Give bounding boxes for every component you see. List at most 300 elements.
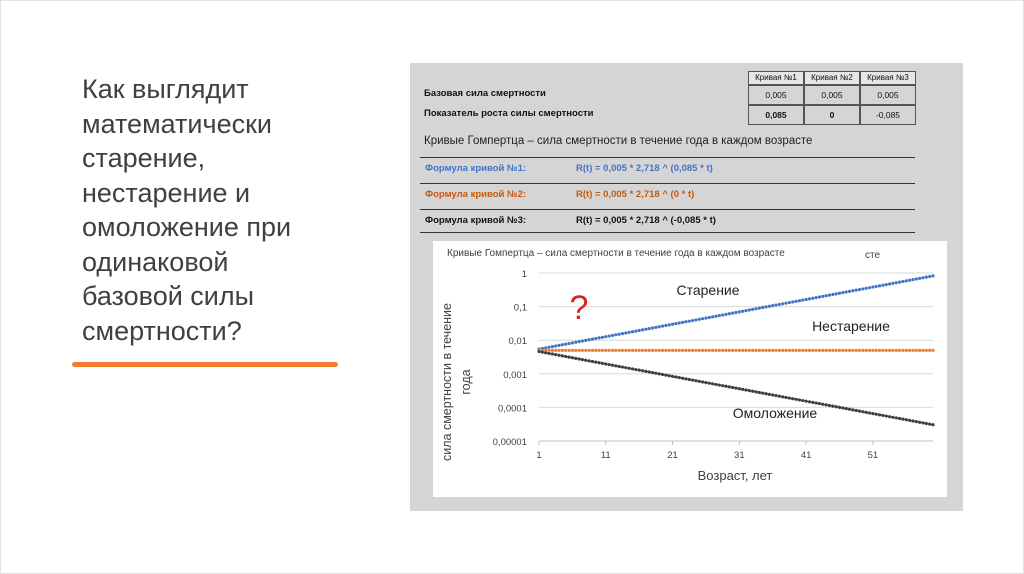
data-point bbox=[634, 349, 637, 352]
data-point bbox=[681, 321, 684, 324]
data-point bbox=[925, 349, 928, 352]
data-point bbox=[841, 406, 844, 409]
data-point bbox=[774, 303, 777, 306]
data-point bbox=[808, 349, 811, 352]
data-point bbox=[731, 312, 734, 315]
data-point bbox=[798, 349, 801, 352]
data-point bbox=[674, 375, 677, 378]
data-point bbox=[731, 349, 734, 352]
data-point bbox=[654, 372, 657, 375]
data-point bbox=[921, 421, 924, 424]
data-point bbox=[608, 334, 611, 337]
data-point bbox=[868, 349, 871, 352]
formula-row-3 bbox=[420, 209, 915, 233]
data-point bbox=[751, 349, 754, 352]
data-point bbox=[895, 416, 898, 419]
data-point bbox=[845, 290, 848, 293]
data-point bbox=[901, 418, 904, 421]
data-point bbox=[751, 308, 754, 311]
data-point bbox=[781, 349, 784, 352]
data-point bbox=[841, 349, 844, 352]
data-point bbox=[875, 285, 878, 288]
data-point bbox=[661, 349, 664, 352]
data-point bbox=[861, 410, 864, 413]
y-tick-label: 0,001 bbox=[503, 369, 527, 381]
data-point bbox=[908, 349, 911, 352]
data-point bbox=[624, 366, 627, 369]
data-point bbox=[768, 349, 771, 352]
data-point bbox=[784, 349, 787, 352]
data-point bbox=[641, 328, 644, 331]
data-point bbox=[587, 349, 590, 352]
data-point bbox=[905, 279, 908, 282]
data-point bbox=[571, 356, 574, 359]
data-point bbox=[875, 349, 878, 352]
data-point bbox=[808, 297, 811, 300]
data-point bbox=[728, 349, 731, 352]
data-point bbox=[848, 408, 851, 411]
data-point bbox=[851, 408, 854, 411]
data-point bbox=[708, 349, 711, 352]
data-point bbox=[631, 349, 634, 352]
data-point bbox=[778, 349, 781, 352]
x-tick-label: 31 bbox=[734, 450, 745, 461]
data-point bbox=[791, 300, 794, 303]
data-point bbox=[688, 378, 691, 381]
data-point bbox=[811, 349, 814, 352]
data-point bbox=[871, 285, 874, 288]
table-cell: 0,005 bbox=[804, 85, 860, 105]
data-point bbox=[694, 379, 697, 382]
data-point bbox=[598, 361, 601, 364]
data-point bbox=[878, 284, 881, 287]
data-point bbox=[865, 287, 868, 290]
data-point bbox=[624, 349, 627, 352]
formula-row-2 bbox=[420, 183, 915, 206]
data-point bbox=[855, 289, 858, 292]
data-point bbox=[878, 413, 881, 416]
data-point bbox=[671, 323, 674, 326]
data-point bbox=[671, 349, 674, 352]
data-point bbox=[838, 292, 841, 295]
data-point bbox=[721, 384, 724, 387]
data-point bbox=[925, 276, 928, 279]
formula-expr: R(t) = 0,005 * 2,718 ^ (0 * t) bbox=[576, 189, 695, 200]
data-point bbox=[661, 373, 664, 376]
data-point bbox=[741, 310, 744, 313]
data-point bbox=[901, 280, 904, 283]
data-point bbox=[701, 380, 704, 383]
data-point bbox=[861, 349, 864, 352]
data-point bbox=[841, 291, 844, 294]
y-tick-label: 0,00001 bbox=[492, 437, 527, 448]
data-point bbox=[614, 364, 617, 367]
data-point bbox=[881, 284, 884, 287]
data-point bbox=[761, 349, 764, 352]
data-point bbox=[634, 329, 637, 332]
data-point bbox=[918, 277, 921, 280]
title-line: омоложение при bbox=[82, 212, 292, 242]
data-point bbox=[644, 370, 647, 373]
data-point bbox=[554, 353, 557, 356]
formula-label: Формула кривой №2: bbox=[425, 189, 527, 200]
data-point bbox=[778, 395, 781, 398]
data-point bbox=[601, 336, 604, 339]
data-point bbox=[728, 312, 731, 315]
data-point bbox=[791, 397, 794, 400]
table-row-base bbox=[420, 85, 920, 105]
formula-expr: R(t) = 0,005 * 2,718 ^ (0,085 * t) bbox=[576, 163, 713, 174]
data-point bbox=[678, 321, 681, 324]
data-point bbox=[931, 423, 934, 426]
data-point bbox=[871, 412, 874, 415]
data-point bbox=[724, 349, 727, 352]
data-point bbox=[888, 349, 891, 352]
data-point bbox=[537, 350, 540, 353]
table-cell: 0 bbox=[804, 105, 860, 125]
data-point bbox=[724, 313, 727, 316]
data-point bbox=[704, 381, 707, 384]
data-point bbox=[587, 359, 590, 362]
row-label: Базовая сила смертности bbox=[424, 88, 546, 99]
data-point bbox=[688, 320, 691, 323]
data-point bbox=[658, 372, 661, 375]
data-point bbox=[848, 349, 851, 352]
data-point bbox=[738, 387, 741, 390]
data-point bbox=[851, 349, 854, 352]
data-point bbox=[547, 352, 550, 355]
data-point bbox=[825, 403, 828, 406]
formula-row-1 bbox=[420, 157, 915, 180]
data-point bbox=[641, 369, 644, 372]
data-point bbox=[658, 349, 661, 352]
data-point bbox=[567, 349, 570, 352]
data-point bbox=[604, 335, 607, 338]
data-point bbox=[811, 401, 814, 404]
data-point bbox=[868, 411, 871, 414]
data-point bbox=[761, 306, 764, 309]
data-point bbox=[828, 294, 831, 297]
data-point bbox=[838, 349, 841, 352]
x-tick-label: 21 bbox=[667, 450, 678, 461]
data-point bbox=[668, 323, 671, 326]
data-point bbox=[674, 322, 677, 325]
data-point bbox=[721, 313, 724, 316]
table-row-growth bbox=[420, 105, 920, 125]
data-point bbox=[818, 295, 821, 298]
data-point bbox=[611, 349, 614, 352]
data-point bbox=[871, 349, 874, 352]
data-point bbox=[921, 276, 924, 279]
data-point bbox=[895, 349, 898, 352]
data-point bbox=[734, 349, 737, 352]
data-point bbox=[557, 349, 560, 352]
y-axis-label-line-1: сила смертности в течение bbox=[440, 303, 454, 461]
data-point bbox=[668, 349, 671, 352]
data-point bbox=[701, 349, 704, 352]
table-cell: 0,005 bbox=[748, 85, 804, 105]
data-point bbox=[691, 319, 694, 322]
data-point bbox=[638, 329, 641, 332]
data-point bbox=[865, 411, 868, 414]
data-point bbox=[788, 301, 791, 304]
data-point bbox=[771, 349, 774, 352]
data-point bbox=[544, 351, 547, 354]
chart-title-fragment: сте bbox=[865, 250, 881, 261]
y-tick-label: 1 bbox=[521, 269, 527, 280]
data-point bbox=[751, 390, 754, 393]
data-point bbox=[758, 307, 761, 310]
data-point bbox=[811, 297, 814, 300]
data-point bbox=[835, 405, 838, 408]
x-tick-labels bbox=[536, 450, 878, 461]
data-point bbox=[768, 305, 771, 308]
data-point bbox=[714, 315, 717, 318]
data-point bbox=[931, 349, 934, 352]
title-line: одинаковой bbox=[82, 246, 229, 277]
title-line: смертности? bbox=[82, 315, 242, 346]
data-point bbox=[878, 349, 881, 352]
table-cell: -0,085 bbox=[860, 105, 916, 125]
data-point bbox=[801, 298, 804, 301]
data-point bbox=[638, 369, 641, 372]
data-point bbox=[784, 302, 787, 305]
data-point bbox=[845, 349, 848, 352]
data-point bbox=[621, 349, 624, 352]
data-point bbox=[805, 349, 808, 352]
data-point bbox=[557, 344, 560, 347]
data-point bbox=[664, 349, 667, 352]
data-point bbox=[678, 376, 681, 379]
data-point bbox=[598, 336, 601, 339]
data-point bbox=[915, 349, 918, 352]
data-point bbox=[621, 332, 624, 335]
data-point bbox=[808, 400, 811, 403]
data-point bbox=[858, 349, 861, 352]
data-point bbox=[594, 360, 597, 363]
data-point bbox=[561, 354, 564, 357]
data-point bbox=[828, 404, 831, 407]
data-point bbox=[554, 344, 557, 347]
data-point bbox=[818, 349, 821, 352]
x-tick-label: 1 bbox=[536, 450, 542, 461]
formula-label: Формула кривой №3: bbox=[425, 215, 527, 226]
data-point bbox=[831, 293, 834, 296]
data-point bbox=[594, 349, 597, 352]
data-point bbox=[684, 320, 687, 323]
chart-title: Кривые Гомпертца – сила смертности в течение года в каждом возрасте bbox=[447, 248, 785, 259]
data-point bbox=[564, 349, 567, 352]
data-point bbox=[888, 415, 891, 418]
y-tick-label: 0,0001 bbox=[497, 403, 527, 415]
data-point bbox=[584, 339, 587, 342]
data-point bbox=[581, 349, 584, 352]
data-point bbox=[718, 383, 721, 386]
data-point bbox=[598, 349, 601, 352]
data-point bbox=[648, 327, 651, 330]
data-point bbox=[724, 385, 727, 388]
data-point bbox=[711, 349, 714, 352]
formula-expr: R(t) = 0,005 * 2,718 ^ (-0,085 * t) bbox=[576, 215, 716, 226]
data-point bbox=[761, 392, 764, 395]
data-point bbox=[911, 278, 914, 281]
data-point bbox=[604, 349, 607, 352]
data-point bbox=[651, 349, 654, 352]
data-point bbox=[581, 339, 584, 342]
series-label-nonaging: Нестарение bbox=[812, 318, 890, 334]
data-point bbox=[908, 419, 911, 422]
data-point bbox=[905, 349, 908, 352]
data-point bbox=[551, 352, 554, 355]
data-point bbox=[821, 403, 824, 406]
data-point bbox=[611, 364, 614, 367]
data-point bbox=[698, 349, 701, 352]
data-point bbox=[754, 349, 757, 352]
data-point bbox=[711, 382, 714, 385]
data-point bbox=[754, 307, 757, 310]
data-point bbox=[758, 391, 761, 394]
y-tick-label: 0,01 bbox=[508, 336, 527, 348]
data-point bbox=[798, 299, 801, 302]
data-point bbox=[574, 357, 577, 360]
data-point bbox=[795, 398, 798, 401]
data-point bbox=[631, 330, 634, 333]
data-point bbox=[591, 349, 594, 352]
y-axis-label-line-2: года bbox=[459, 369, 473, 395]
data-point bbox=[651, 371, 654, 374]
data-point bbox=[644, 349, 647, 352]
data-point bbox=[861, 287, 864, 290]
data-point bbox=[614, 349, 617, 352]
table-cell: 0,005 bbox=[860, 85, 916, 105]
data-point bbox=[795, 349, 798, 352]
data-point bbox=[547, 346, 550, 349]
data-point bbox=[911, 349, 914, 352]
data-point bbox=[821, 295, 824, 298]
data-point bbox=[681, 377, 684, 380]
data-point bbox=[828, 349, 831, 352]
data-point bbox=[561, 343, 564, 346]
data-point bbox=[928, 423, 931, 426]
data-point bbox=[788, 396, 791, 399]
data-point bbox=[801, 399, 804, 402]
data-point bbox=[541, 351, 544, 354]
data-point bbox=[651, 326, 654, 329]
formula-label: Формула кривой №1: bbox=[425, 163, 527, 174]
data-point bbox=[611, 334, 614, 337]
data-point bbox=[738, 310, 741, 313]
data-point bbox=[648, 370, 651, 373]
data-point bbox=[591, 360, 594, 363]
data-point bbox=[557, 354, 560, 357]
data-point bbox=[885, 349, 888, 352]
data-point bbox=[664, 374, 667, 377]
data-point bbox=[564, 343, 567, 346]
title-line: старение, bbox=[82, 143, 206, 173]
data-point bbox=[564, 355, 567, 358]
data-point bbox=[888, 282, 891, 285]
data-point bbox=[561, 349, 564, 352]
data-point bbox=[758, 349, 761, 352]
data-point bbox=[851, 289, 854, 292]
data-point bbox=[915, 420, 918, 423]
data-point bbox=[858, 288, 861, 291]
data-point bbox=[577, 340, 580, 343]
data-point bbox=[885, 283, 888, 286]
data-point bbox=[678, 349, 681, 352]
data-point bbox=[915, 277, 918, 280]
data-point bbox=[567, 342, 570, 345]
data-point bbox=[831, 349, 834, 352]
data-point bbox=[694, 318, 697, 321]
data-point bbox=[547, 349, 550, 352]
data-point bbox=[748, 308, 751, 311]
data-point bbox=[584, 359, 587, 362]
data-point bbox=[674, 349, 677, 352]
data-point bbox=[731, 386, 734, 389]
data-point bbox=[571, 349, 574, 352]
data-point bbox=[638, 349, 641, 352]
data-point bbox=[891, 416, 894, 419]
data-point bbox=[691, 378, 694, 381]
data-point bbox=[624, 331, 627, 334]
data-point bbox=[781, 302, 784, 305]
data-point bbox=[911, 419, 914, 422]
data-point bbox=[744, 349, 747, 352]
data-point bbox=[805, 298, 808, 301]
data-point bbox=[664, 324, 667, 327]
data-point bbox=[718, 314, 721, 317]
data-point bbox=[574, 349, 577, 352]
data-point bbox=[551, 345, 554, 348]
data-point bbox=[898, 349, 901, 352]
data-point bbox=[654, 349, 657, 352]
data-point bbox=[704, 349, 707, 352]
data-point bbox=[771, 304, 774, 307]
data-point bbox=[554, 349, 557, 352]
data-point bbox=[918, 349, 921, 352]
question-mark: ? bbox=[569, 289, 589, 327]
data-point bbox=[825, 349, 828, 352]
data-point bbox=[838, 406, 841, 409]
data-point bbox=[577, 357, 580, 360]
table-header-curve-2: Кривая №2 bbox=[804, 71, 860, 85]
table-header-curve-3: Кривая №3 bbox=[860, 71, 916, 85]
series-label-aging: Старение bbox=[676, 282, 740, 298]
table-header-curve-1: Кривая №1 bbox=[748, 71, 804, 85]
data-point bbox=[848, 290, 851, 293]
data-point bbox=[771, 393, 774, 396]
data-point bbox=[805, 400, 808, 403]
data-point bbox=[698, 380, 701, 383]
data-point bbox=[821, 349, 824, 352]
data-point bbox=[855, 409, 858, 412]
data-point bbox=[594, 337, 597, 340]
data-point bbox=[601, 362, 604, 365]
data-point bbox=[764, 392, 767, 395]
data-point bbox=[815, 296, 818, 299]
data-point bbox=[845, 407, 848, 410]
data-point bbox=[928, 349, 931, 352]
title-line: математически bbox=[82, 108, 272, 139]
data-point bbox=[641, 349, 644, 352]
data-point bbox=[788, 349, 791, 352]
data-point bbox=[551, 349, 554, 352]
data-point bbox=[668, 374, 671, 377]
data-point bbox=[835, 349, 838, 352]
title-line: нестарение и bbox=[82, 177, 251, 208]
data-point bbox=[734, 387, 737, 390]
